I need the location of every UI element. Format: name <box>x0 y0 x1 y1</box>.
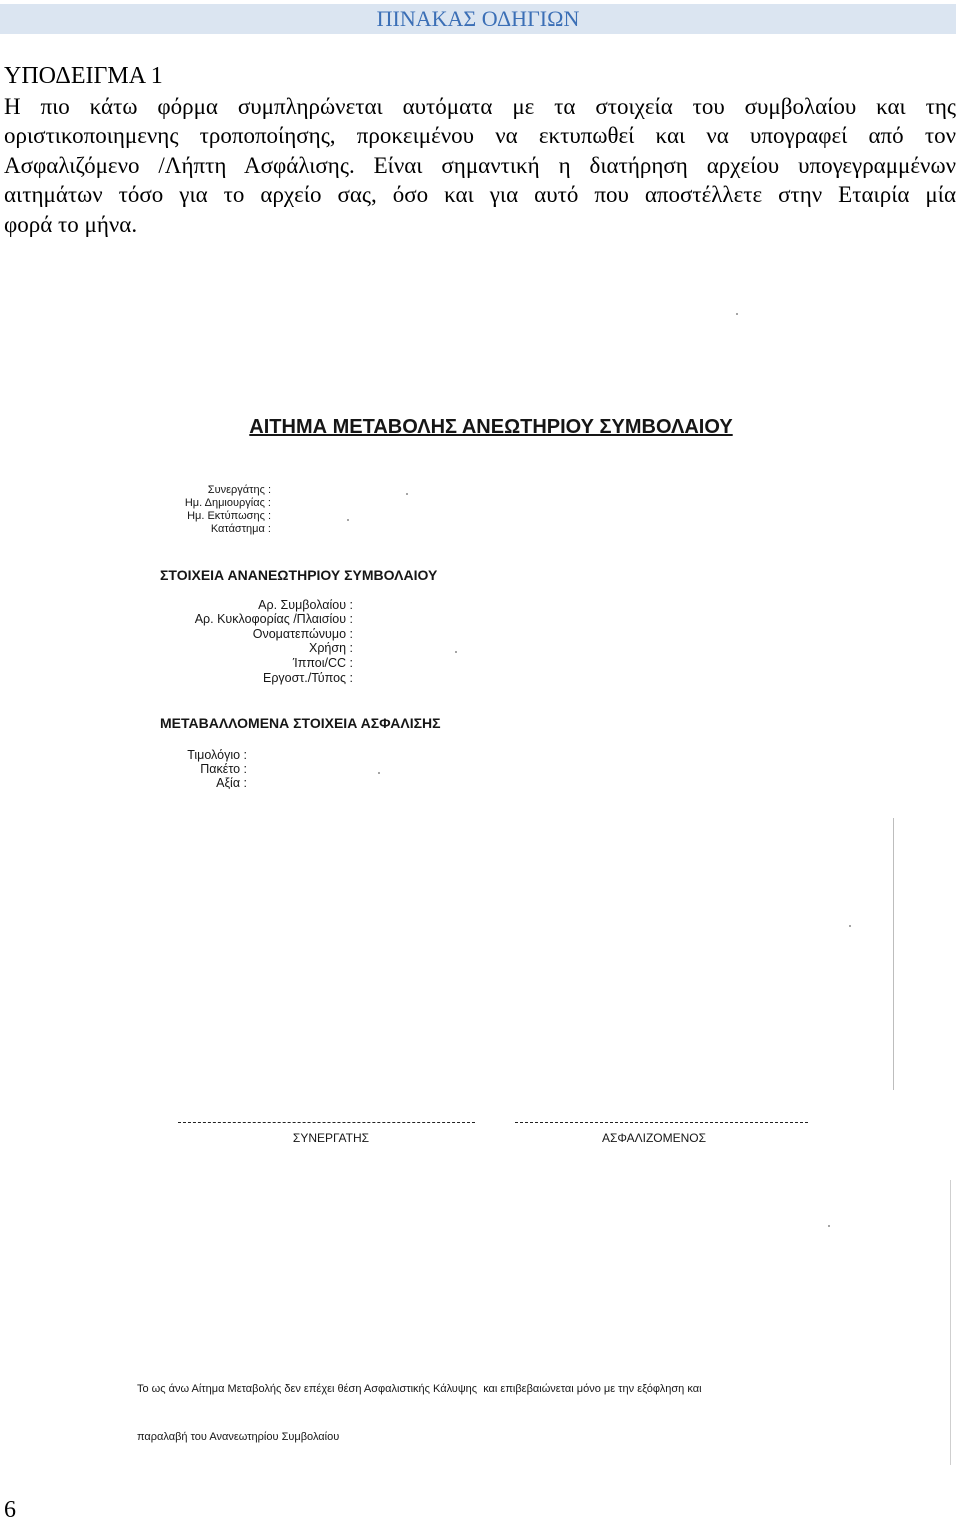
contract-section-title: ΣΤΟΙΧΕΙΑ ΑΝΑΝΕΩΤΗΡΙΟΥ ΣΥΜΒΟΛΑΙΟΥ <box>160 567 438 583</box>
meta-labels <box>100 484 271 536</box>
header-bar <box>0 4 956 34</box>
print-date-label: Ημ. Εκτύπωσης : <box>187 509 271 522</box>
scan-speck <box>828 1225 830 1227</box>
scan-edge-line <box>950 1180 951 1465</box>
scan-speck <box>455 651 457 653</box>
full-name-label: Ονοματεπώνυμο : <box>252 626 353 641</box>
form-title: ΑΙΤΗΜΑ ΜΕΤΑΒΟΛΗΣ ΑΝΕΩΤΗΡΙΟΥ ΣΥΜΒΟΛΑΙΟΥ <box>249 416 733 438</box>
changes-section-labels <box>100 748 247 790</box>
disclaimer <box>137 1349 857 1477</box>
contract-number-label: Αρ. Συμβολαίου : <box>258 597 353 612</box>
scan-speck <box>347 519 349 521</box>
creation-date-label: Ημ. Δημιουργίας : <box>184 496 271 509</box>
page-number: 6 <box>4 1497 16 1523</box>
scan-edge-line <box>893 818 894 1090</box>
value-label: Αξία : <box>216 776 247 790</box>
partner-signature-label: ΣΥΝΕΡΓΑΤΗΣ <box>292 1131 370 1145</box>
disclaimer-line: Το ως άνω Αίτημα Μεταβολής δεν επέχει θέση Ασφαλιστικής Κάλυψης και επιβεβαιώνεται μόνο με την εξόφληση και <box>137 1383 702 1395</box>
changes-section-title: ΜΕΤΑΒΑΛΛΟΜΕΝΑ ΣΤΟΙΧΕΙΑ ΑΣΦΑΛΙΣΗΣ <box>160 715 441 731</box>
intro-line: Η πιο κάτω φόρμα συμπληρώνεται αυτόματα με τα στοιχεία του συμβολαίου και της <box>4 93 956 119</box>
intro-line: οριστικοποιημενης τροποποίησης, προκειμένου να εκτυπωθεί και να υπογραφεί από τον <box>4 123 956 148</box>
insured-signature-label: ΑΣΦΑΛΙΖΟΜΕΝΟΣ <box>601 1131 707 1145</box>
intro-line: Ασφαλιζόμενο /Λήπτη Ασφάλισης. Είναι σημαντική η διατήρηση αρχείου υπογεγραμμένων <box>4 152 956 178</box>
usage-label: Χρήση : <box>308 641 353 656</box>
scan-speck <box>378 772 380 774</box>
scan-speck <box>736 313 738 315</box>
intro-line: φορά το μήνα. <box>4 211 138 237</box>
scan-speck <box>406 493 408 495</box>
intro-heading: ΥΠΟΔΕΙΓΜΑ 1 <box>4 63 163 89</box>
make-type-label: Εργοστ./Τύπος : <box>262 670 353 685</box>
scan-speck <box>849 925 851 927</box>
insured-signature-line <box>515 1122 808 1123</box>
tariff-label: Τιμολόγιο : <box>187 748 247 762</box>
plate-chassis-label: Αρ. Κυκλοφορίας /Πλαισίου : <box>194 612 353 627</box>
header-title: ΠΙΝΑΚΑΣ ΟΔΗΓΙΩΝ <box>376 6 580 31</box>
package-label: Πακέτο : <box>200 762 247 776</box>
store-label: Κατάστημα : <box>210 522 271 535</box>
partner-label: Συνεργάτης : <box>207 483 271 496</box>
intro-line: αιτημάτων τόσο για το αρχείο σας, όσο και για αυτό που αποστέλλετε στην Εταιρία μία <box>4 182 956 207</box>
disclaimer-line: παραλαβή του Ανανεωτηρίου Συμβολαίου <box>137 1431 340 1443</box>
horsepower-cc-label: Ίπποι/CC : <box>292 656 353 671</box>
intro-block <box>4 62 956 239</box>
partner-signature-line <box>178 1122 475 1123</box>
contract-section-labels <box>150 598 353 686</box>
